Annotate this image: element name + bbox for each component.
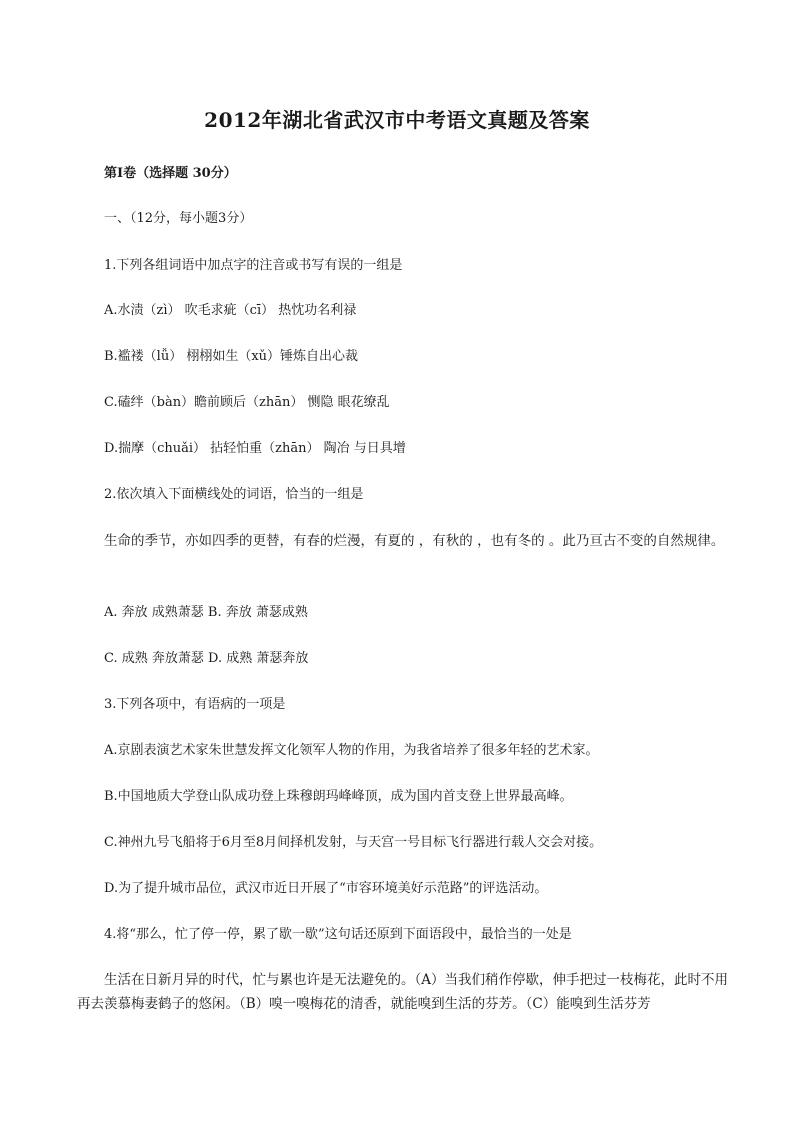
question-2-stem: 2.依次填入下面横线处的词语，恰当的一组是: [104, 487, 364, 502]
question-2-options-cd: C. 成熟 奔放萧瑟 D. 成熟 萧瑟奔放: [104, 651, 309, 666]
section-heading: 第Ⅰ卷（选择题 30分）: [104, 166, 237, 181]
question-3-option-a: A.京剧表演艺术家朱世慧发挥文化领军人物的作用，为我省培养了很多年轻的艺术家。: [104, 743, 599, 758]
question-1-option-b: B.褴褛（lǚ） 栩栩如生（xǔ）锤炼自出心裁: [104, 349, 359, 364]
question-3-stem: 3.下列各项中，有语病的一项是: [104, 697, 286, 712]
question-3-option-c: C.神州九号飞船将于6月至8月间择机发射，与天宫一号目标飞行器进行载人交会对接。: [104, 835, 603, 850]
question-1-option-a: A.水渍（zì） 吹毛求疵（cī） 热忱功名利禄: [104, 303, 357, 318]
question-4-passage: 生活在日新月异的时代，忙与累也许是无法避免的。（A）当我们稍作停歇，伸手把过一枝梅花，此时不用再去羡慕梅妻鹤子的悠闲。（B）嗅一嗅梅花的清香，就能嗅到生活的芬芳。（C）能嗅到生活芬芳: [77, 972, 728, 1012]
question-1-stem: 1.下列各组词语中加点字的注音或书写有误的一组是: [104, 258, 403, 273]
question-1-option-c: C.磕绊（bàn）瞻前顾后（zhān） 恻隐 眼花缭乱: [104, 395, 390, 410]
question-4-stem: 4.将“那么，忙了停一停，累了歇一歇”这句话还原到下面语段中，最恰当的一处是: [104, 927, 572, 942]
part-heading: 一、（12分，每小题3分）: [104, 211, 253, 226]
question-3-option-d: D.为了提升城市品位，武汉市近日开展了“市容环境美好示范路”的评选活动。: [104, 881, 548, 896]
document-title: 2012年湖北省武汉市中考语文真题及答案: [204, 108, 590, 132]
question-2-passage: 生命的季节，亦如四季的更替，有春的烂漫，有夏的 ，有秋的 ，也有冬的 。此乃亘古不变的自然规律。: [104, 533, 725, 549]
question-1-option-d: D.揣摩（chuǎi） 拈轻怕重（zhān） 陶冶 与日具增: [104, 441, 406, 456]
question-2-options-ab: A. 奔放 成熟萧瑟 B. 奔放 萧瑟成熟: [104, 605, 308, 620]
question-3-option-b: B.中国地质大学登山队成功登上珠穆朗玛峰峰顶，成为国内首支登上世界最高峰。: [104, 789, 573, 804]
